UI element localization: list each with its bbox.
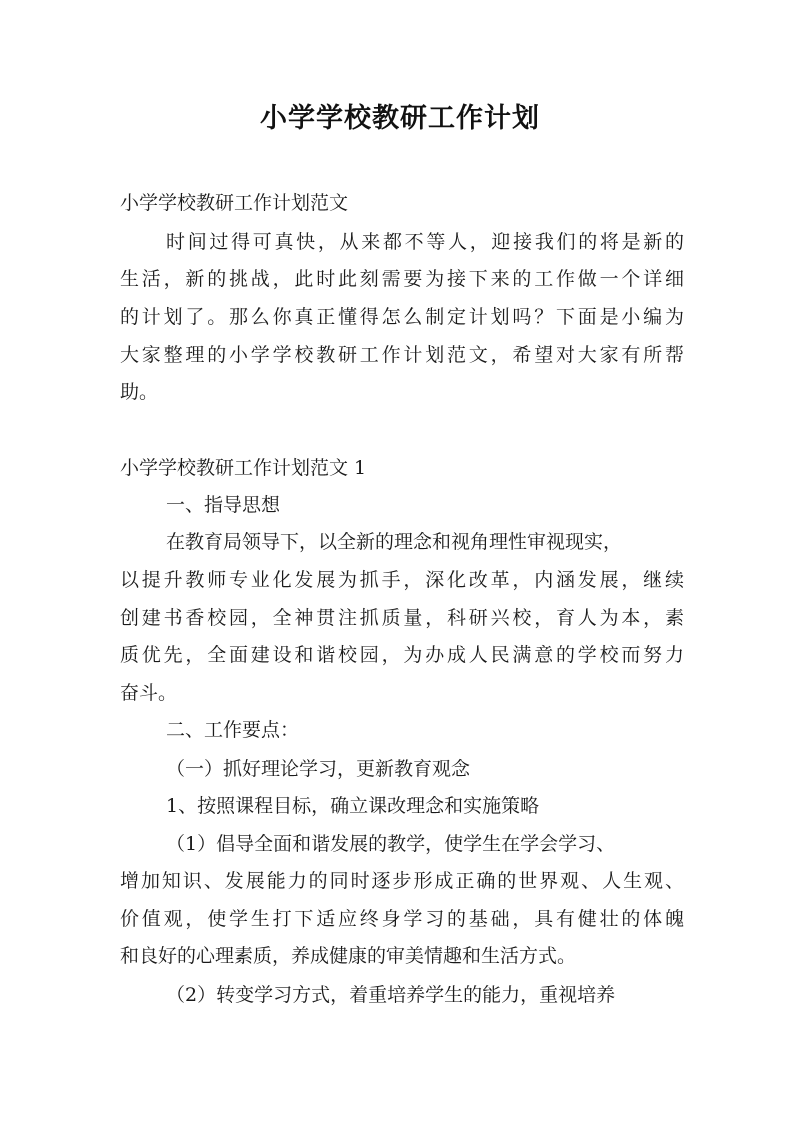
intro-paragraph-line: 的计划了。那么你真正懂得怎么制定计划吗？下面是小编为 xyxy=(120,306,684,328)
subtitle-line: 小学学校教研工作计划范文 xyxy=(120,192,349,214)
point-paragraph-line: （1）倡导全面和谐发展的教学，使学生在学会学习、 xyxy=(166,833,616,855)
point-paragraph-line: 和良好的心理素质，养成健康的审美情趣和生活方式。 xyxy=(120,945,577,967)
subsection-heading: 一、指导思想 xyxy=(166,494,281,516)
guiding-paragraph-line: 以提升教师专业化发展为抓手，深化改革，内涵发展，继续 xyxy=(120,569,684,591)
guiding-paragraph-line: 奋斗。 xyxy=(120,682,178,704)
point-paragraph-line: 价值观，使学生打下适应终身学习的基础，具有健壮的体魄 xyxy=(120,908,684,930)
intro-paragraph-line: 时间过得可真快，从来都不等人，迎接我们的将是新的 xyxy=(166,231,684,253)
item-heading: （一）抓好理论学习，更新教育观念 xyxy=(166,758,471,780)
subsection-heading: 二、工作要点： xyxy=(166,719,300,741)
point-paragraph-line: （2）转变学习方式，着重培养学生的能力，重视培养 xyxy=(166,984,616,1006)
guiding-paragraph-line: 创建书香校园，全神贯注抓质量，科研兴校，育人为本，素 xyxy=(120,607,684,629)
document-title: 小学学校教研工作计划 xyxy=(260,103,540,134)
section-heading: 小学学校教研工作计划范文 1 xyxy=(120,457,367,479)
guiding-paragraph-line: 质优先，全面建设和谐校园，为办成人民满意的学校而努力 xyxy=(120,644,684,666)
intro-paragraph-line: 助。 xyxy=(120,381,159,403)
intro-paragraph-line: 生活，新的挑战，此时此刻需要为接下来的工作做一个详细 xyxy=(120,268,684,290)
point-paragraph-line: 增加知识、发展能力的同时逐步形成正确的世界观、人生观、 xyxy=(120,870,684,892)
item-heading: 1、按照课程目标，确立课改理念和实施策略 xyxy=(166,795,540,817)
guiding-paragraph-line: 在教育局领导下，以全新的理念和视角理性审视现实， xyxy=(166,531,623,553)
intro-paragraph-line: 大家整理的小学学校教研工作计划范文，希望对大家有所帮 xyxy=(120,344,684,366)
